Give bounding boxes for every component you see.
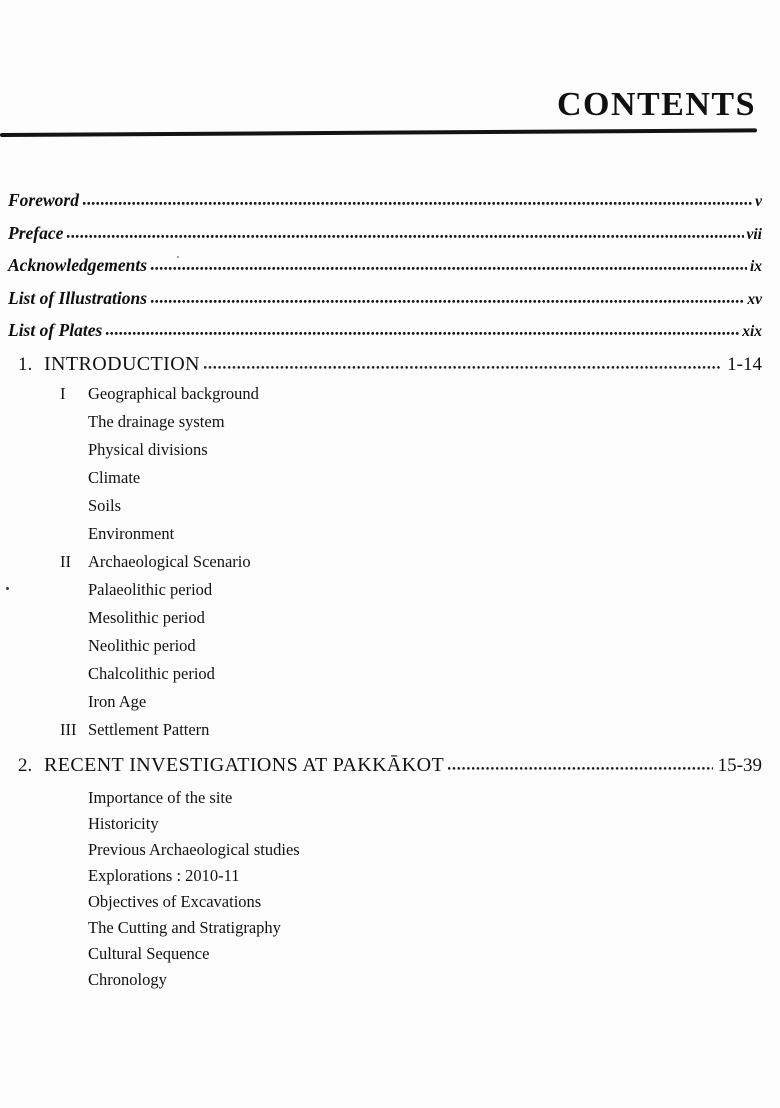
- toc-sub-item: [8, 604, 762, 632]
- section-label: Chronology: [88, 970, 167, 989]
- toc-sub-item: [8, 716, 762, 744]
- page-number: v: [755, 193, 762, 210]
- toc-sub-item: [8, 548, 762, 576]
- chapter-number: 2.: [18, 755, 33, 776]
- chapter-heading: [8, 349, 762, 380]
- scan-speck: [177, 256, 179, 258]
- section-label: Explorations : 2010-11: [88, 866, 240, 885]
- toc-sub-item: [8, 660, 762, 688]
- front-matter-row: [8, 282, 762, 315]
- page-number: ix: [749, 258, 762, 276]
- front-matter-row: [8, 314, 762, 347]
- chapter-items: [8, 785, 762, 993]
- section-label: Climate: [88, 468, 141, 487]
- section-label: Iron Age: [88, 692, 147, 711]
- title-rule: [0, 128, 757, 136]
- chapter-block: [8, 349, 762, 744]
- section-label: The Cutting and Stratigraphy: [88, 918, 281, 937]
- chapter-page-range: 1-14: [727, 354, 762, 375]
- section-label: Settlement Pattern: [88, 720, 210, 739]
- toc-sub-item: [8, 811, 762, 837]
- dot-leader: [105, 331, 739, 336]
- toc-sub-item: [8, 837, 762, 863]
- dot-leader: [150, 266, 747, 271]
- section-label: Soils: [88, 496, 122, 515]
- toc-sub-item: [8, 915, 762, 941]
- section-label: Environment: [88, 524, 175, 543]
- section-label: Geographical background: [88, 384, 259, 403]
- chapter-block: [8, 750, 762, 993]
- section-label: Historicity: [88, 814, 159, 833]
- front-matter-label: List of Illustrations: [8, 287, 148, 308]
- chapter-title: INTRODUCTION: [44, 353, 200, 375]
- page-header: [557, 88, 756, 122]
- section-numeral: I: [60, 384, 66, 403]
- section-numeral: III: [60, 720, 77, 739]
- section-numeral: II: [60, 552, 71, 571]
- chapter-items: [8, 380, 762, 744]
- section-label: The drainage system: [88, 412, 225, 431]
- front-matter-row: [8, 184, 762, 217]
- section-label: Neolithic period: [88, 636, 196, 655]
- section-label: Physical divisions: [88, 440, 208, 459]
- section-label: Previous Archaeological studies: [88, 840, 300, 859]
- toc-sub-item: [8, 863, 762, 889]
- scan-speck: [6, 587, 9, 590]
- toc-sub-item: [8, 492, 762, 520]
- section-label: Cultural Sequence: [88, 944, 210, 963]
- page-title: CONTENTS: [556, 86, 756, 123]
- section-label: Chalcolithic period: [88, 664, 215, 683]
- toc-sub-item: [8, 520, 762, 548]
- page-number: xv: [747, 290, 762, 308]
- dot-leader: [447, 766, 713, 771]
- toc-sub-item: [8, 380, 762, 408]
- chapter-number: 1.: [18, 354, 33, 375]
- front-matter-label: Acknowledgements: [8, 255, 148, 276]
- dot-leader: [66, 234, 743, 239]
- front-matter-label: Foreword: [8, 190, 79, 210]
- toc-sub-item: [8, 889, 762, 915]
- section-label: Archaeological Scenario: [88, 552, 251, 571]
- toc-sub-item: [8, 967, 762, 993]
- section-label: Palaeolithic period: [88, 580, 213, 599]
- front-matter-label: List of Plates: [8, 320, 103, 341]
- chapter-list: [8, 349, 762, 993]
- front-matter-row: [8, 217, 762, 250]
- page-number: xix: [742, 323, 762, 341]
- toc-sub-item: [8, 941, 762, 967]
- chapter-title: RECENT INVESTIGATIONS AT PAKKĀKOT: [44, 754, 445, 776]
- dot-leader: [150, 299, 744, 304]
- toc-sub-item: [8, 464, 762, 492]
- dot-leader: [82, 201, 752, 206]
- toc-sub-item: [8, 576, 762, 604]
- dot-leader: [203, 365, 722, 370]
- front-matter-label: Preface: [8, 222, 64, 243]
- toc-sub-item: [8, 408, 762, 436]
- chapter-heading: [8, 750, 762, 781]
- toc-sub-item: [8, 688, 762, 716]
- front-matter-row: [8, 249, 762, 282]
- section-label: Mesolithic period: [88, 608, 205, 627]
- front-matter-list: [8, 184, 762, 347]
- toc-sub-item: [8, 785, 762, 811]
- section-label: Objectives of Excavations: [88, 892, 262, 911]
- toc-sub-item: [8, 436, 762, 464]
- page-number: vii: [746, 225, 762, 243]
- chapter-page-range: 15-39: [717, 755, 762, 776]
- toc-sub-item: [8, 632, 762, 660]
- section-label: Importance of the site: [88, 788, 233, 807]
